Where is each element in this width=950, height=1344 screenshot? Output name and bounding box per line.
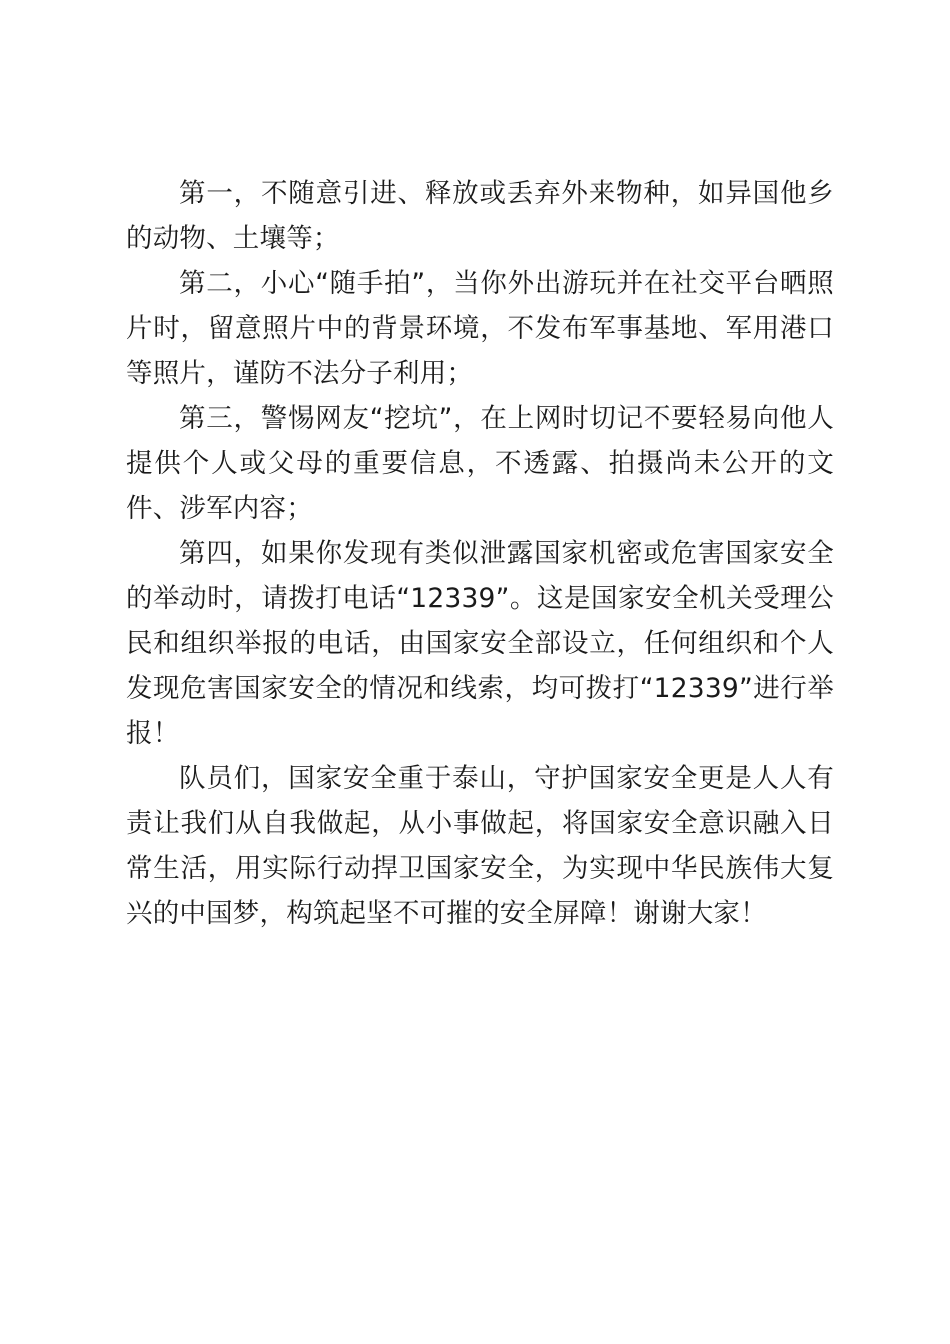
paragraph-second-point: 第二，小心“随手拍”，当你外出游玩并在社交平台晒照片时，留意照片中的背景环境，不发布军事基地、军用港口等照片，谨防不法分子利用；	[126, 268, 834, 389]
paragraph-closing: 队员们，国家安全重于泰山，守护国家安全更是人人有责让我们从自我做起，从小事做起，将国家安全意识融入日常生活，用实际行动捍卫国家安全，为实现中华民族伟大复兴的中国梦，构筑起坚不可摧的安全屏障！谢谢大家！	[126, 763, 834, 929]
paragraph-first-point: 第一，不随意引进、释放或丢弃外来物种，如异国他乡的动物、土壤等；	[126, 178, 834, 254]
paragraph-third-point: 第三，警惕网友“挖坑”，在上网时切记不要轻易向他人提供个人或父母的重要信息，不透露、拍摄尚未公开的文件、涉军内容；	[126, 403, 834, 524]
document-body	[126, 171, 834, 936]
paragraph-fourth-point: 第四，如果你发现有类似泄露国家机密或危害国家安全的举动时，请拨打电话“12339”。这是国家安全机关受理公民和组织举报的电话，由国家安全部设立，任何组织和个人发现危害国家安全的情况和线索，均可拨打“12339”进行举报！	[126, 538, 834, 749]
